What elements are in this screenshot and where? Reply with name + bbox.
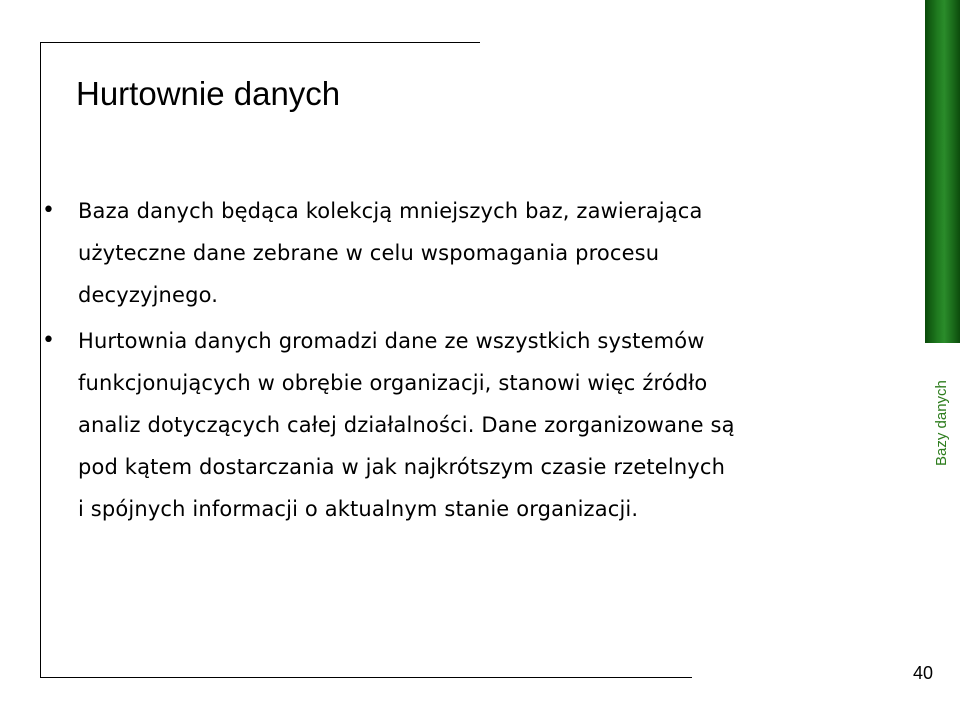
page-number: 40: [913, 663, 934, 683]
bullet-text: [78, 190, 703, 316]
slide-frame-left-line: [40, 42, 41, 678]
bullet-marker: •: [42, 198, 55, 223]
slide-title: Hurtownie danych: [76, 75, 341, 112]
bullet-item: [42, 190, 902, 316]
bullet-line: decyzyjnego.: [78, 283, 219, 307]
bullet-line: funkcjonujących w obrębie organizacji, stanowi więc źródło: [78, 371, 708, 395]
bullet-line: i spójnych informacji o aktualnym stanie organizacji.: [78, 497, 639, 521]
bullet-text: [78, 320, 735, 530]
green-side-bar: [925, 0, 960, 343]
section-label: Bazy danych: [933, 380, 950, 466]
bullet-line: użyteczne dane zebrane w celu wspomagania procesu: [78, 241, 660, 265]
bullet-line: Baza danych będąca kolekcją mniejszych baz, zawierająca: [78, 199, 703, 223]
slide-frame-top-line: [40, 42, 480, 43]
bullet-line: analiz dotyczących całej działalności. Dane zorganizowane są: [78, 413, 735, 437]
bullet-marker: •: [42, 328, 55, 353]
bullet-line: pod kątem dostarczania w jak najkrótszym czasie rzetelnych: [78, 455, 726, 479]
bullet-line: Hurtownia danych gromadzi dane ze wszystkich systemów: [78, 329, 705, 353]
slide-frame-bottom-line: [40, 677, 692, 678]
bullet-item: [42, 320, 902, 530]
